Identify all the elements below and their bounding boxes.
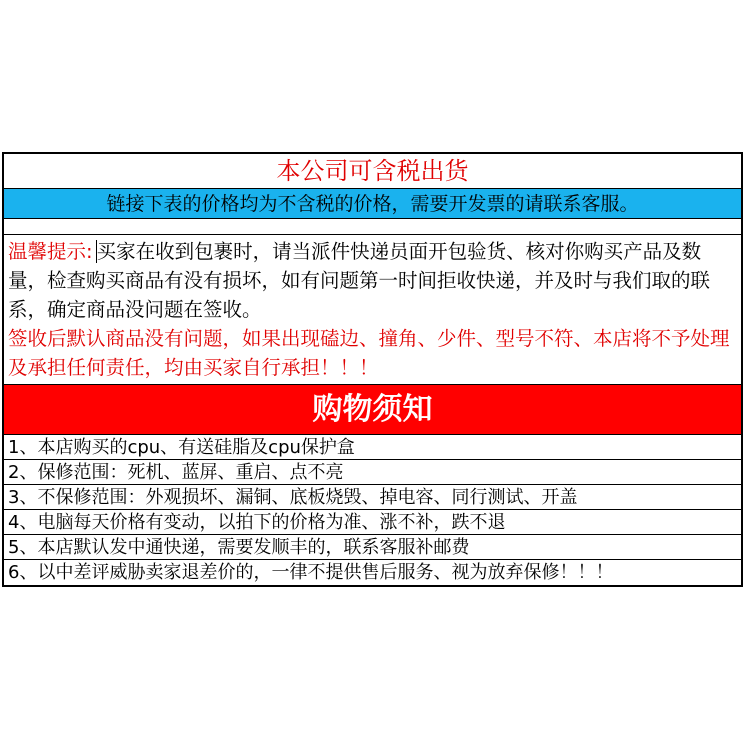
- tips-text: 买家在收到包裹时，请当派件快递员面开包验货、核对你购买产品及数量，检查购买商品有没有损坏，如有问题第一时间拒收快递，并及时与我们取的联系，确定商品没问题在签收。: [8, 240, 711, 321]
- list-item: 6、以中差评威胁卖家退差价的，一律不提供售后服务、视为放弃保修！！！: [8, 562, 614, 583]
- price-note: 链接下表的价格均为不含税的价格，需要开发票的请联系客服。: [4, 189, 741, 219]
- shopping-notice-banner: 购物须知: [4, 385, 741, 435]
- list-item: 2、保修范围：死机、蓝屏、重启、点不亮: [4, 460, 741, 485]
- notice-table: [2, 152, 743, 587]
- spacer-row: [4, 219, 741, 235]
- tips-label: 温馨提示:: [8, 240, 97, 263]
- tips-block: [4, 235, 741, 385]
- list-item: 1、本店购买的cpu、有送硅脂及cpu保护盒: [4, 435, 741, 460]
- tips-warning: 签收后默认商品没有问题，如果出现磕边、撞角、少件、型号不符、本店将不予处理及承担任何责任，均由买家自行承担！！！: [8, 327, 730, 379]
- page-title: 本公司可含税出货: [4, 154, 741, 189]
- list-item: 3、不保修范围：外观损坏、漏铜、底板烧毁、掉电容、同行测试、开盖: [4, 485, 741, 510]
- list-item: 4、电脑每天价格有变动，以拍下的价格为准、涨不补，跌不退: [4, 510, 741, 535]
- list-item: 5、本店默认发中通快递，需要发顺丰的，联系客服补邮费: [4, 535, 741, 560]
